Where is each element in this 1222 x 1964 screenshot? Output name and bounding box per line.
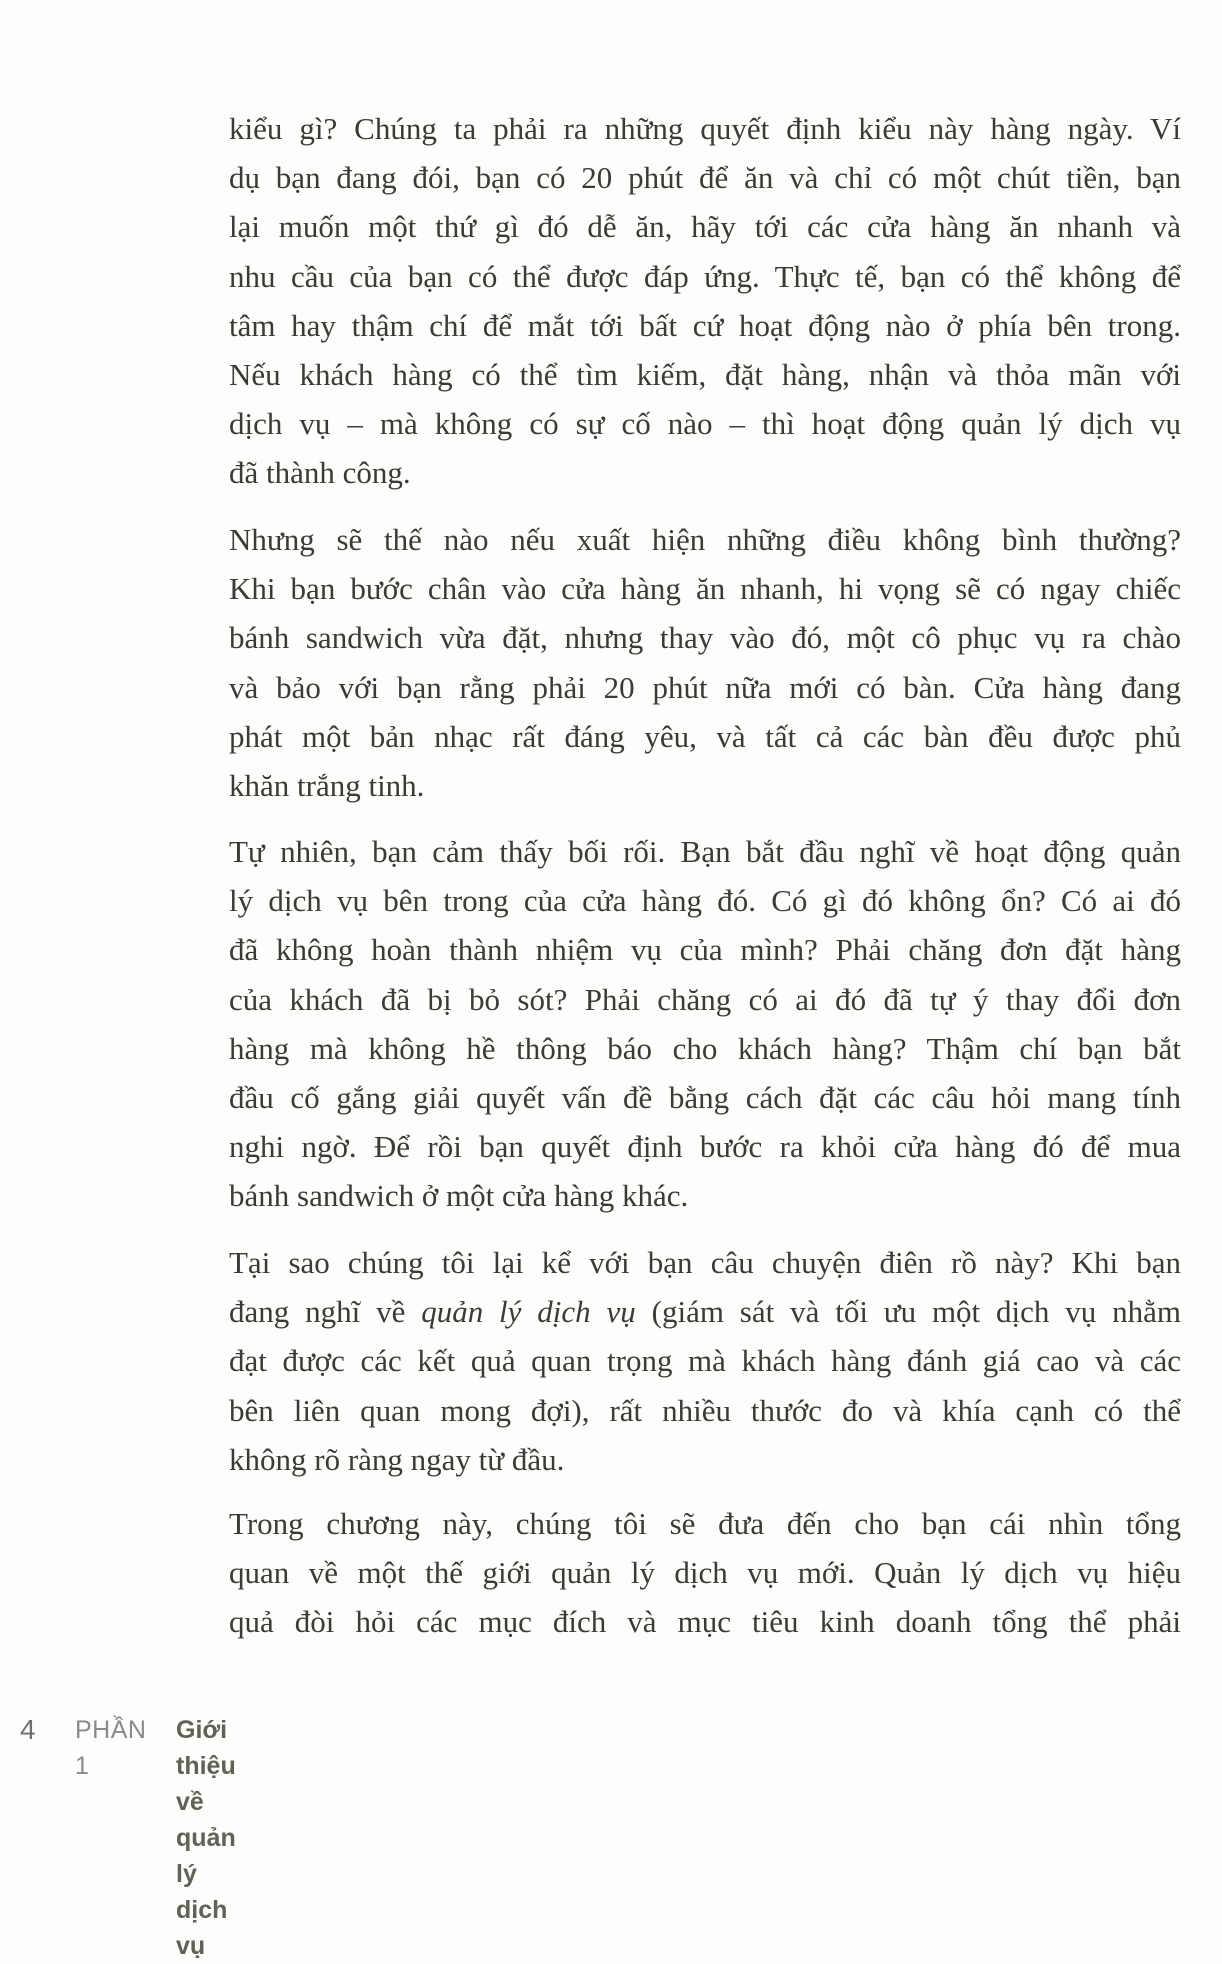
text-line: Tự nhiên, bạn cảm thấy bối rối. Bạn bắt đầu nghĩ về hoạt động quản [229, 834, 1181, 869]
text-line: đã không hoàn thành nhiệm vụ của mình? Phải chăng đơn đặt hàng [229, 932, 1181, 968]
paragraph-5 [229, 1499, 1181, 1647]
text-line: không rõ ràng ngay từ đầu. [229, 1441, 565, 1477]
text-line: kiểu gì? Chúng ta phải ra những quyết định kiểu này hàng ngày. Ví [229, 111, 1181, 146]
text-line: đã thành công. [229, 455, 411, 491]
paragraph-3 [229, 827, 1181, 1221]
text-line: khăn trắng tinh. [229, 767, 425, 803]
text-segment: đang nghĩ về [229, 1294, 422, 1330]
text-line: quả đòi hỏi các mục đích và mục tiêu kinh doanh tổng thể phải [229, 1604, 1181, 1640]
text-segment: (giám sát và tối ưu một dịch vụ nhằm [635, 1294, 1181, 1330]
paragraph-2 [229, 515, 1181, 810]
italic-term: quản lý dịch vụ [421, 1294, 636, 1330]
page-number: 4 [20, 1714, 36, 1745]
text-line: bên liên quan mong đợi), rất nhiều thước đo và khía cạnh có thể [229, 1392, 1181, 1428]
text-line: dụ bạn đang đói, bạn có 20 phút để ăn và chỉ có một chút tiền, bạn [229, 160, 1181, 196]
text-line [229, 1287, 1181, 1336]
text-line: bánh sandwich ở một cửa hàng khác. [229, 1178, 689, 1214]
text-line: bánh sandwich vừa đặt, nhưng thay vào đó, một cô phục vụ ra chào [229, 620, 1181, 656]
text-line: tâm hay thậm chí để mắt tới bất cứ hoạt động nào ở phía bên trong. [229, 307, 1181, 343]
text-line: nghi ngờ. Để rồi bạn quyết định bước ra khỏi cửa hàng đó để mua [229, 1129, 1181, 1165]
text-line: lý dịch vụ bên trong của cửa hàng đó. Có gì đó không ổn? Có ai đó [229, 883, 1181, 919]
text-line: đạt được các kết quả quan trọng mà khách hàng đánh giá cao và các [229, 1343, 1181, 1379]
text-line: nhu cầu của bạn có thể được đáp ứng. Thực tế, bạn có thể không để [229, 258, 1181, 294]
text-line: đầu cố gắng giải quyết vấn đề bằng cách đặt các câu hỏi mang tính [229, 1079, 1181, 1115]
text-line: Khi bạn bước chân vào cửa hàng ăn nhanh, hi vọng sẽ có ngay chiếc [229, 571, 1181, 607]
text-line: của khách đã bị bỏ sót? Phải chăng có ai đó đã tự ý thay đổi đơn [229, 981, 1181, 1017]
text-line: và bảo với bạn rằng phải 20 phút nữa mới có bàn. Cửa hàng đang [229, 669, 1181, 705]
text-line: Nhưng sẽ thế nào nếu xuất hiện những điều không bình thường? [229, 522, 1181, 557]
paragraph-4 [229, 1238, 1181, 1484]
text-line: hàng mà không hề thông báo cho khách hàng? Thậm chí bạn bắt [229, 1030, 1181, 1066]
text-line: lại muốn một thứ gì đó dễ ăn, hãy tới các cửa hàng ăn nhanh và [229, 209, 1181, 245]
chapter-title: Giới thiệu về quản lý dịch vụ [176, 1716, 236, 1960]
paragraph-1 [229, 104, 1181, 498]
text-line: Trong chương này, chúng tôi sẽ đưa đến cho bạn cái nhìn tổng [229, 1506, 1181, 1541]
text-line: phát một bản nhạc rất đáng yêu, và tất cả các bàn đều được phủ [229, 718, 1181, 754]
part-label: PHẦN 1 [75, 1716, 147, 1780]
text-line: dịch vụ – mà không có sự cố nào – thì hoạt động quản lý dịch vụ [229, 406, 1181, 442]
text-line: Nếu khách hàng có thể tìm kiếm, đặt hàng, nhận và thỏa mãn với [229, 356, 1181, 392]
text-line: Tại sao chúng tôi lại kể với bạn câu chuyện điên rồ này? Khi bạn [229, 1245, 1181, 1280]
text-line: quan về một thế giới quản lý dịch vụ mới. Quản lý dịch vụ hiệu [229, 1555, 1181, 1591]
